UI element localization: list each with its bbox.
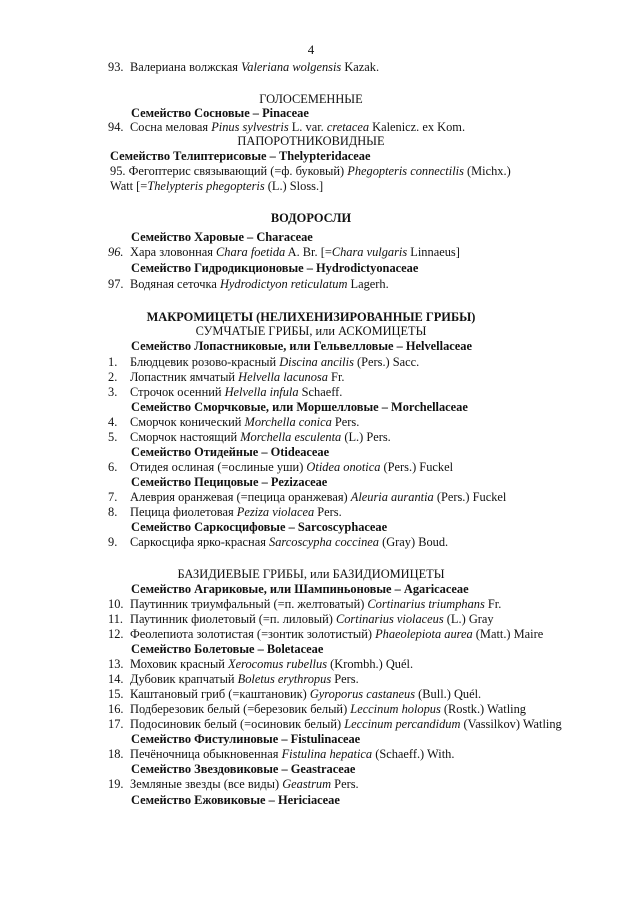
section-heading: ВОДОРОСЛИ [270,211,352,225]
text-segment: A. Br. [= [285,245,332,259]
family-heading: Семейство Болетовые – Boletaceae [131,642,324,656]
text-segment: Сморчок настоящий [130,430,241,444]
text-segment: Kazak. [341,60,380,74]
latin-name: Leccinum percandidum [344,717,461,731]
text-segment: (Krombh.) Quél. [327,657,414,671]
list-item [108,415,562,430]
item-number: 4. [108,415,118,429]
item-number: 8. [108,505,118,519]
item-number: 10. [108,597,124,611]
item-number: 14. [108,672,124,686]
text-segment: (Pers.) Fuckel [380,460,454,474]
text-segment: Водяная сеточка [130,277,220,291]
item-number: 9. [108,535,118,549]
item-number: 1. [108,355,118,369]
family-heading: Семейство Пецицовые – Pezizaceae [131,475,328,489]
family-heading: Семейство Саркосцифовые – Sarcoscyphaceae [131,520,388,534]
item-number: 11. [108,612,124,626]
latin-name: Hydrodictyon reticulatum [219,277,348,291]
text-segment: (Michx.) [463,164,511,178]
text-segment: Отидея ослиная (=ослиные уши) [130,460,307,474]
section-heading: МАКРОМИЦЕТЫ (НЕЛИХЕНИЗИРОВАННЫЕ ГРИБЫ) [146,310,476,324]
family-heading: Семейство Харовые – Characeae [131,230,313,244]
latin-name: Pinus sylvestris [211,120,289,134]
item-number: 2. [108,370,118,384]
text-segment: Pers. [314,505,342,519]
latin-name: Valeriana wolgensis [241,60,342,74]
item-text [130,355,419,369]
item-text [130,702,526,716]
latin-name: Otidea onotica [306,460,381,474]
list-item [110,164,562,179]
text-segment: Kalenicz. ex Kom. [369,120,466,134]
text-segment: Моховик красный [130,657,229,671]
text-segment: Паутинник фиолетовый (=п. лиловый) [130,612,336,626]
latin-name: Gyroporus castaneus [309,687,416,701]
text-segment: Хара зловонная [130,245,217,259]
text-segment: Саркосцифа ярко-красная [130,535,269,549]
item-text [130,597,501,611]
latin-name: Morchella conica [244,415,332,429]
text-segment: Сморчок конический [130,415,245,429]
text-segment: Блюдцевик розово-красный [130,355,280,369]
list-item [108,60,562,75]
list-item [108,672,562,687]
latin-name: Geastrum [282,777,332,791]
family-heading: Семейство Сосновые – Pinaceae [131,106,309,120]
latin-name: Phaeolepiota aurea [375,627,473,641]
list-item [108,460,562,475]
item-number: 3. [108,385,118,399]
item-text [130,490,506,504]
text-segment: Сосна меловая [130,120,212,134]
list-item [108,277,562,292]
text-segment: (Rostk.) Watling [440,702,526,716]
latin-name: Helvella lacunosa [238,370,328,384]
item-number: 12. [108,627,124,641]
text-segment: (Schaeff.) With. [372,747,455,761]
item-text [130,120,465,134]
item-text [130,627,543,641]
latin-name: Phegopteris connectilis [347,164,464,178]
item-number: 6. [108,460,118,474]
item-number: 93. [108,60,124,74]
text-segment: Строчок осенний [130,385,225,399]
item-text [130,60,379,74]
item-text [130,535,448,549]
text-segment: Fr. [484,597,502,611]
list-item [108,627,562,642]
text-segment: Подберезовик белый (=березовик белый) [130,702,351,716]
list-item [108,717,562,732]
latin-name: Chara vulgaris [331,245,408,259]
item-number: 97. [108,277,124,291]
list-item [108,490,562,505]
text-segment: 95. Фегоптерис связывающий (=ф. буковый) [110,164,348,178]
latin-name: Xerocomus rubellus [228,657,328,671]
text-segment: Феолепиота золотистая (=зонтик золотистый) [130,627,376,641]
item-number: 15. [108,687,124,701]
item-number: 96. [108,245,124,259]
family-heading: Семейство Ежовиковые – Hericiaceae [131,793,340,807]
text-segment: Каштановый гриб (=каштановик) [130,687,310,701]
item-number: 5. [108,430,118,444]
list-item [108,687,562,702]
latin-name: Helvella infula [224,385,299,399]
text-segment: Pers. [331,777,359,791]
text-segment: L. var. [288,120,327,134]
latin-name: Discina ancilis [279,355,354,369]
family-heading: Семейство Гидродикционовые – Hydrodictyonaceae [131,261,419,275]
list-item [108,355,562,370]
text-segment: Schaeff. [298,385,343,399]
family-heading: Семейство Отидейные – Otideaceae [131,445,330,459]
text-segment: Пецица фиолетовая [130,505,237,519]
text-segment: (Bull.) Quél. [415,687,482,701]
family-heading: Семейство Сморчковые, или Моршелловые – Morchellaceae [131,400,468,414]
text-segment: Linnaeus] [407,245,460,259]
text-segment: Земляные звезды (все виды) [130,777,283,791]
item-text [130,460,453,474]
text-segment: (L.) Sloss.] [264,179,324,193]
item-text [130,612,494,626]
latin-name: Leccinum holopus [350,702,441,716]
text-segment: Pers. [331,415,360,429]
list-item [108,505,562,520]
text-segment: (L.) Gray [443,612,494,626]
list-item [108,245,562,260]
text-segment: Лопастник ямчатый [130,370,239,384]
section-heading: ГОЛОСЕМЕННЫЕ [259,92,363,106]
family-heading: Семейство Лопастниковые, или Гельвелловые – Helvellaceae [131,339,472,353]
family-heading: Семейство Звездовиковые – Geastraceae [131,762,356,776]
list-item [108,702,562,717]
family-heading: Семейство Телиптерисовые – Thelypteridaceae [110,149,371,163]
item-text [130,657,413,671]
list-item [108,597,562,612]
item-number: 17. [108,717,124,731]
latin-name: Chara foetida [216,245,286,259]
text-segment: Watt [= [110,179,148,193]
list-item [108,747,562,762]
latin-name: Cortinarius triumphans [367,597,485,611]
item-number: 13. [108,657,124,671]
latin-name: Morchella esculenta [240,430,342,444]
list-item [108,535,562,550]
item-number: 16. [108,702,124,716]
list-item [108,120,562,135]
latin-name: Sarcoscypha coccinea [269,535,379,549]
text-segment: Pers. [331,672,359,686]
latin-name: Peziza violacea [236,505,315,519]
section-heading: ПАПОРОТНИКОВИДНЫЕ [237,134,385,148]
section-heading: СУМЧАТЫЕ ГРИБЫ, или АСКОМИЦЕТЫ [195,324,427,338]
item-text [130,415,359,429]
family-heading: Семейство Фистулиновые – Fistulinaceae [131,732,361,746]
item-text [130,385,342,399]
item-text [130,277,389,291]
list-item [108,370,562,385]
text-segment: Валериана волжская [130,60,242,74]
latin-name: Aleuria aurantia [350,490,434,504]
text-segment: (Vassilkov) Watling [460,717,562,731]
item-text [130,672,359,686]
list-item [108,657,562,672]
text-segment: Алеврия оранжевая (=пецица оранжевая) [130,490,351,504]
text-segment: Lagerh. [347,277,389,291]
list-item [108,385,562,400]
text-segment: Fr. [327,370,345,384]
item-number: 18. [108,747,124,761]
text-segment: (Pers.) Sacc. [353,355,420,369]
text-segment: (Gray) Boud. [378,535,449,549]
text-segment: (Matt.) Maire [472,627,544,641]
item-number: 94. [108,120,124,134]
item-text [130,245,460,259]
item-number: 7. [108,490,118,504]
latin-name: cretacea [326,120,370,134]
item-text [130,505,342,519]
text-segment: Паутинник триумфальный (=п. желтоватый) [130,597,368,611]
item-text [130,430,391,444]
latin-name: Boletus erythropus [237,672,332,686]
list-item [108,430,562,445]
list-item [108,777,562,792]
list-item [110,179,562,194]
text-segment: (Pers.) Fuckel [433,490,507,504]
latin-name: Thelypteris phegopteris [147,179,265,193]
item-text [130,717,562,731]
section-heading: БАЗИДИЕВЫЕ ГРИБЫ, или БАЗИДИОМИЦЕТЫ [177,567,445,581]
item-text [130,747,454,761]
item-number: 19. [108,777,124,791]
latin-name: Fistulina hepatica [281,747,373,761]
list-item [108,612,562,627]
latin-name: Cortinarius violaceus [335,612,444,626]
text-segment: Подосиновик белый (=осиновик белый) [130,717,345,731]
family-heading: Семейство Агариковые, или Шампиньоновые – Agaricaceae [131,582,469,596]
page-number: 4 [307,42,315,57]
item-text [130,777,359,791]
item-text [130,687,481,701]
text-segment: (L.) Pers. [341,430,391,444]
text-segment: Дубовик крапчатый [130,672,238,686]
text-segment: Печёночница обыкновенная [130,747,282,761]
item-text [130,370,344,384]
